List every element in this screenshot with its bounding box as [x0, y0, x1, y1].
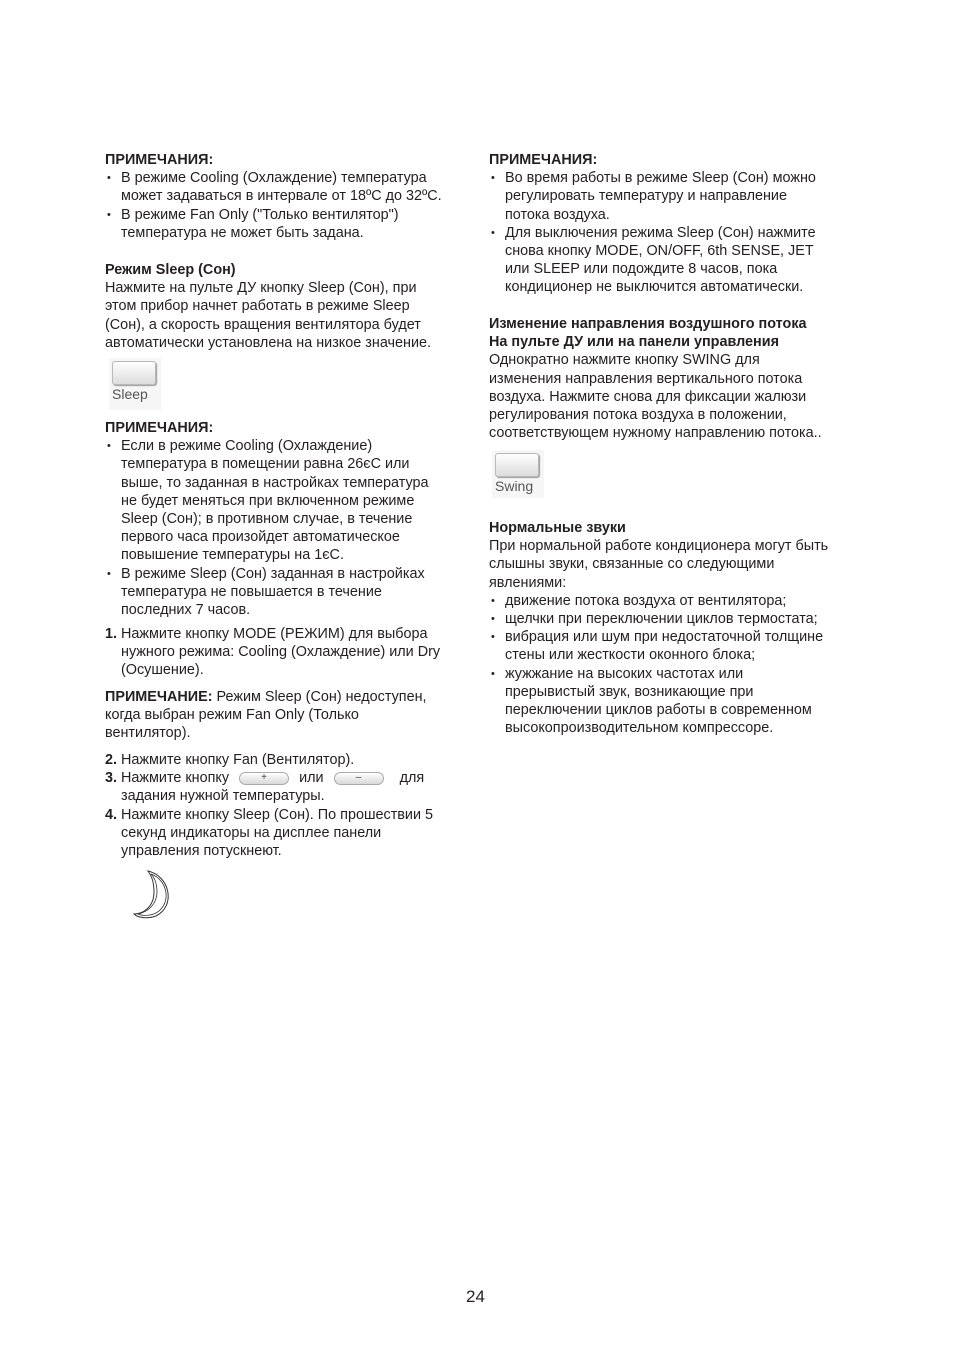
bullet-line: температура в помещении равна 26єC или [121, 456, 410, 473]
text-line: явлениями: [489, 574, 567, 591]
bullet-line: • движение потока воздуха от вентилятора; [489, 592, 828, 610]
step-number: 3. [105, 770, 118, 787]
swing-button-caption: Swing [495, 478, 534, 494]
steps-2-4 [105, 751, 433, 860]
notes-heading: ПРИМЕЧАНИЯ: [489, 152, 598, 168]
text-line: При нормальной работе кондиционера могут быть [489, 538, 829, 555]
text-line: или [299, 770, 324, 787]
bullet-line: высокопроизводительном компрессоре. [505, 720, 774, 737]
step-1 [105, 625, 440, 680]
text-line: нужного режима: Cooling (Охлаждение) или Dry [121, 644, 441, 661]
bullet-line: стены или жесткости оконного блока; [505, 647, 756, 664]
bullet-line: • Во время работы в режиме Sleep (Сон) можно [489, 169, 816, 187]
bullet-line: температура не повышается в течение [121, 583, 382, 600]
sounds-section [489, 519, 828, 737]
bullet-line: кондиционер не выключится автоматически. [505, 279, 804, 296]
section-heading: Изменение направления воздушного потока [489, 316, 807, 332]
notes-1 [105, 151, 442, 242]
text-line: Нажмите кнопку MODE (РЕЖИМ) для выбора [121, 626, 428, 642]
note-fan-only [105, 688, 427, 743]
text-line: Нажмите кнопку Fan (Вентилятор). [121, 752, 355, 768]
text-line: (Сон), а скорость вращения вентилятора будет [105, 316, 421, 333]
text-line: Нажмите кнопку Sleep (Сон). По прошествии 5 [121, 806, 434, 823]
text-line: секунд индикаторы на дисплее панели [121, 824, 382, 841]
text-line: Режим Sleep (Сон) недоступен, [212, 689, 427, 705]
text-line: этом прибор начнет работать в режиме Sleep [105, 298, 410, 315]
step-number: 1. [105, 626, 118, 642]
bullet-line: • вибрация или шум при недостаточной толщине [489, 628, 828, 646]
bullet-line: первого часа произойдет автоматическое [121, 529, 400, 546]
bullet-line: • жужжание на высоких частотах или [489, 665, 828, 683]
bullet-line: • щелчки при переключении циклов термостата; [489, 610, 828, 628]
button-key-icon [112, 361, 156, 385]
bullet-line: • В режиме Cooling (Охлаждение) температура [105, 169, 442, 187]
text-line: автоматически установлена на низкое значение. [105, 334, 431, 351]
button-key-icon [495, 453, 539, 477]
bullet-line: может задаваться в интервале от 18ºC до 32ºC. [121, 188, 442, 205]
bullet-line: переключении циклов работы в современном [505, 701, 812, 718]
step-number: 4. [105, 806, 118, 823]
text-line: изменения направления вертикального потока [489, 370, 803, 387]
text-line: соответствующем нужному направлению потока.. [489, 425, 822, 442]
swing-section [489, 315, 822, 442]
text-line: задания нужной температуры. [121, 788, 325, 805]
text-line: Нажмите кнопку [121, 770, 230, 787]
sleep-button-image [109, 358, 161, 410]
bullet-line: температура не может быть задана. [121, 224, 364, 241]
bullet-line: прерывистый звук, возникающие при [505, 683, 754, 700]
swing-button-image [492, 450, 544, 498]
bullet-line: регулировать температуру и направление [505, 188, 787, 205]
text-line: управления потускнеют. [121, 842, 282, 859]
section-subheading: На пульте ДУ или на панели управления [489, 334, 779, 351]
bullet-line: последних 7 часов. [121, 601, 251, 618]
plus-button-icon: + [239, 772, 289, 785]
bullet-line: • В режиме Fan Only ("Только вентилятор") [105, 206, 442, 224]
notes-2 [105, 419, 429, 619]
bullet-line: или SLEEP или подождите 8 часов, пока [505, 261, 778, 278]
notes-heading: ПРИМЕЧАНИЯ: [105, 420, 214, 436]
bullet-line: • Для выключения режима Sleep (Сон) нажмите [489, 224, 816, 242]
text-line: регулирования потока воздуха в положении, [489, 406, 787, 423]
note-label: ПРИМЕЧАНИЕ: [105, 689, 213, 705]
bullet-line: снова кнопку MODE, ON/OFF, 6th SENSE, JET [505, 242, 814, 259]
page-number: 24 [466, 1287, 485, 1306]
bullet-line: выше, то заданная в настройках температура [121, 474, 429, 491]
bullet-line: потока воздуха. [505, 206, 610, 223]
sleep-button-caption: Sleep [112, 386, 148, 402]
text-line: для [399, 770, 425, 787]
bullet-line: не будет меняться при включенном режиме [121, 492, 415, 509]
notes-heading: ПРИМЕЧАНИЯ: [105, 152, 214, 168]
section-heading: Нормальные звуки [489, 520, 626, 536]
step-number: 2. [105, 752, 118, 768]
text-line: вентилятор). [105, 725, 191, 742]
sleep-section [105, 261, 431, 352]
text-line: Нажмите на пульте ДУ кнопку Sleep (Сон), при [105, 280, 417, 297]
minus-button-icon: – [334, 772, 384, 785]
text-line: когда выбран режим Fan Only (Только [105, 707, 359, 724]
text-line: Однократно нажмите кнопку SWING для [489, 352, 760, 369]
text-line: (Осушение). [121, 662, 204, 679]
text-line: воздуха. Нажмите снова для фиксации жалюзи [489, 388, 807, 405]
text-line: слышны звуки, связанные со следующими [489, 556, 775, 573]
bullet-line: Sleep (Сон); в противном случае, в течение [121, 510, 413, 527]
notes-right [489, 151, 816, 297]
bullet-line: повышение температуры на 1єC. [121, 547, 344, 564]
bullet-line: • Если в режиме Cooling (Охлаждение) [105, 437, 429, 455]
section-heading: Режим Sleep (Сон) [105, 262, 236, 278]
bullet-line: • В режиме Sleep (Сон) заданная в настройках [105, 565, 429, 583]
moon-icon [130, 868, 176, 920]
